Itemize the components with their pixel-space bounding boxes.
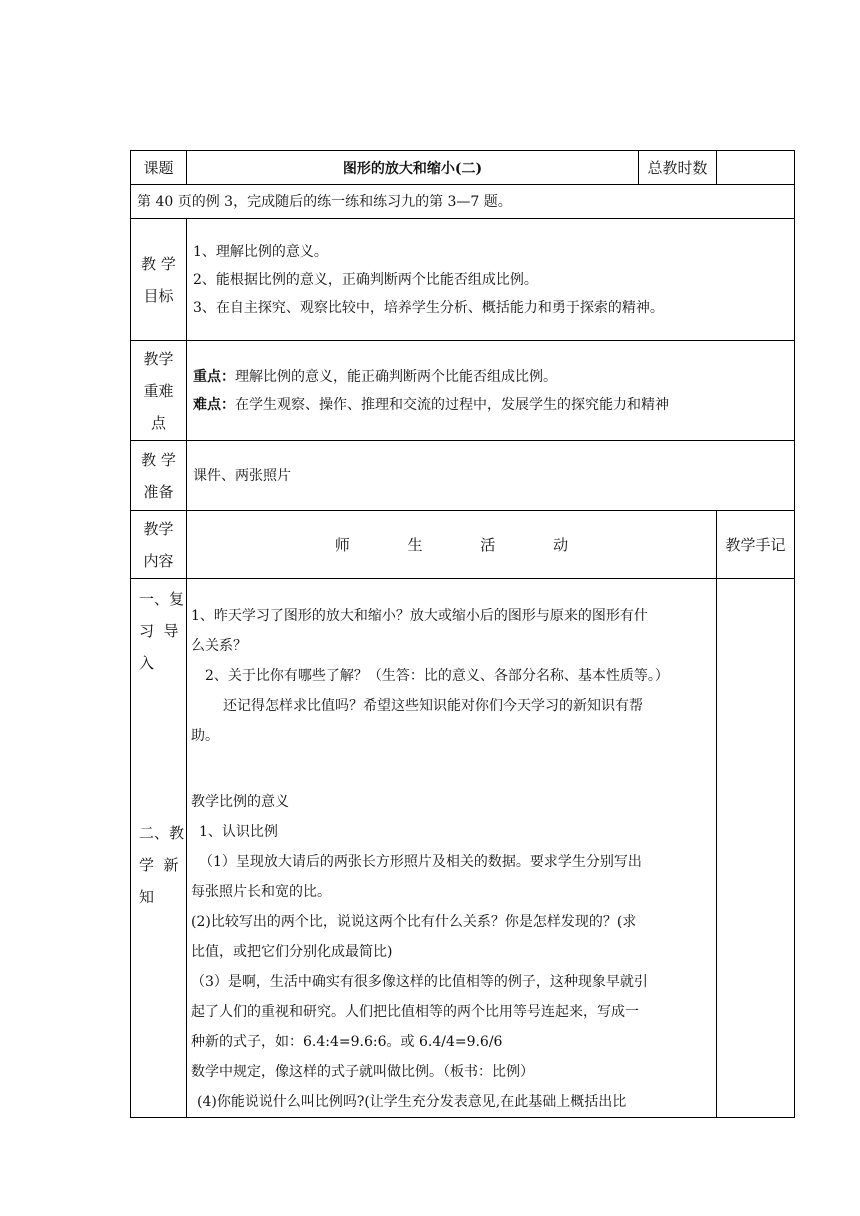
body-line: （3）是啊，生活中确实有很多像这样的比值相等的例子，这种现象早就引 [191, 974, 648, 990]
objectives-label-line2: 目标 [143, 286, 174, 305]
content-header-row [131, 511, 795, 579]
focus-text: 理解比例的意义，能正确判断两个比能否组成比例。 [235, 368, 557, 385]
content-body-row [131, 579, 795, 1118]
title-row [131, 151, 795, 185]
content-label [131, 511, 187, 579]
preparation-label-line1: 教 学 [141, 450, 176, 469]
objectives-label [131, 219, 187, 341]
review-section-label: 一、复 习 导 入 [139, 590, 185, 672]
lesson-plan-table [130, 150, 795, 1118]
activity-char: 动 [553, 536, 569, 554]
notes-column [717, 579, 795, 1118]
body-line: 每张照片长和宽的比。 [191, 884, 331, 900]
key-points-label [131, 341, 187, 441]
body-line: 1、昨天学习了图形的放大和缩小？放大或缩小后的图形与原来的图形有什 [191, 608, 648, 624]
key-points-label-line2: 重难 [143, 381, 174, 400]
objective-item: 2、能根据比例的意义，正确判断两个比能否组成比例。 [193, 271, 538, 288]
objectives-list [187, 219, 795, 341]
key-points-label-line3: 点 [150, 413, 166, 432]
body-line: 比值，或把它们分别化成最简比) [191, 944, 393, 960]
topic-label: 课题 [131, 151, 187, 185]
preparation-label [131, 441, 187, 511]
body-line: （1）呈现放大请后的两张长方形照片及相关的数据。要求学生分别写出 [199, 854, 642, 870]
preparation-label-line2: 准备 [143, 482, 174, 501]
notes-label: 教学手记 [717, 511, 795, 579]
objectives-label-line1: 教 学 [141, 254, 176, 273]
body-line: (2)比较写出的两个比，说说这两个比有什么关系？你是怎样发现的？(求 [191, 914, 637, 930]
activity-header [187, 511, 717, 579]
key-points-label-line1: 教学 [143, 349, 174, 368]
activity-char: 师 [334, 536, 350, 554]
activity-body [187, 579, 717, 1118]
body-line: 种新的式子，如：6.4:4=9.6:6。或 6.4/4=9.6/6 [191, 1034, 503, 1050]
content-label-line2: 内容 [143, 551, 174, 570]
body-line: 起了人们的重视和研究。人们把比值相等的两个比用等号连起来，写成一 [191, 1004, 639, 1020]
body-line: 助。 [191, 728, 219, 744]
body-line: 1、认识比例 [199, 824, 278, 840]
key-points-row [131, 341, 795, 441]
scope-text: 第 40 页的例 3，完成随后的练一练和练习九的第 3—7 题。 [131, 185, 795, 219]
objectives-row [131, 219, 795, 341]
section-labels [131, 579, 187, 1118]
content-label-line1: 教学 [143, 519, 174, 538]
objective-item: 3、在自主探究、观察比较中，培养学生分析、概括能力和勇于探索的精神。 [193, 299, 664, 316]
difficulty-text: 在学生观察、操作、推理和交流的过程中，发展学生的探究能力和精神 [235, 396, 669, 413]
preparation-text: 课件、两张照片 [187, 441, 795, 511]
body-line: 2、关于比你有哪些了解？（生答：比的意义、各部分名称、基本性质等。） [205, 668, 669, 684]
total-hours-label: 总教时数 [639, 151, 717, 185]
activity-char: 活 [480, 536, 496, 554]
preparation-row [131, 441, 795, 511]
body-line: 教学比例的意义 [191, 794, 289, 810]
activity-char: 生 [407, 536, 423, 554]
total-hours-value [717, 151, 795, 185]
body-line: 数学中规定，像这样的式子就叫做比例。（板书：比例） [191, 1064, 534, 1080]
difficulty-label: 难点： [193, 396, 235, 413]
key-points-content [187, 341, 795, 441]
objective-item: 1、理解比例的意义。 [193, 243, 328, 260]
topic-title: 图形的放大和缩小(二) [187, 151, 639, 185]
focus-label: 重点： [193, 368, 235, 385]
new-knowledge-section-label: 二、教 学 新 知 [139, 824, 185, 906]
body-line: 么关系？ [191, 638, 247, 654]
body-line: (4)你能说说什么叫比例吗?(让学生充分发表意见,在此基础上概括出比 [197, 1094, 627, 1110]
body-line: 还记得怎样求比值吗？希望这些知识能对你们今天学习的新知识有帮 [223, 698, 643, 714]
scope-row [131, 185, 795, 219]
